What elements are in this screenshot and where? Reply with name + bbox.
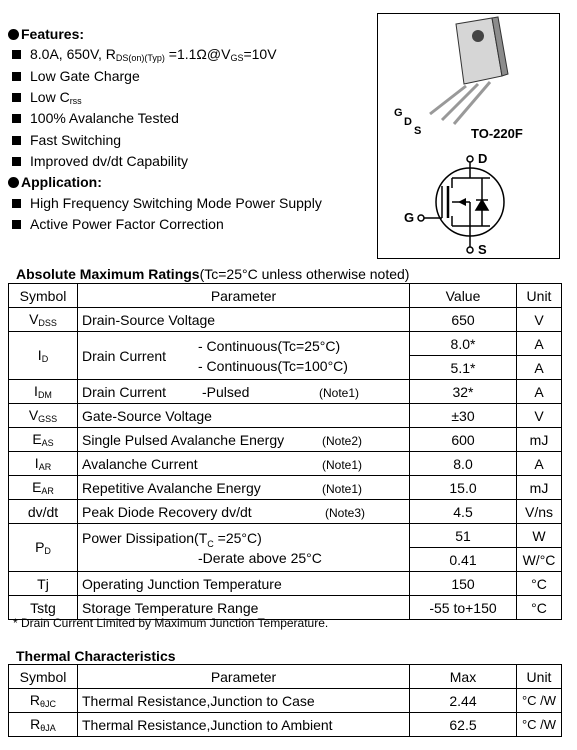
row-unit: A	[517, 452, 562, 476]
bullet-dot-icon	[8, 177, 19, 188]
table-row	[9, 713, 562, 737]
row-symbol: $I_{DM}$	[9, 380, 78, 404]
table-row	[9, 404, 562, 428]
row-unit: A	[517, 380, 562, 404]
pin-g-label: G	[394, 107, 403, 119]
symbol-gate-label: G	[404, 210, 415, 225]
row-value: 150	[410, 572, 517, 596]
row-parameter: Drain Current - Continuous(Tc=25°C) - Continuous(Tc=100°C)	[78, 332, 410, 380]
abs-max-table	[8, 283, 562, 620]
table-row	[9, 452, 562, 476]
row-parameter: Drain Current -Pulsed (Note1)	[78, 380, 410, 404]
table-header-row	[9, 665, 562, 689]
row-parameter: Operating Junction Temperature	[78, 572, 410, 596]
footnote: * Drain Current Limited by Maximum Junction Temperature.	[13, 616, 329, 630]
table-row	[9, 308, 562, 332]
table-row	[9, 689, 562, 713]
row-unit: °C /W	[517, 689, 562, 713]
row-value: 32*	[410, 380, 517, 404]
row-value: 0.41	[410, 548, 517, 572]
row-symbol: Tj	[9, 572, 78, 596]
table-row	[9, 476, 562, 500]
header-symbol: Symbol	[9, 665, 78, 689]
square-bullet-icon	[12, 157, 21, 166]
feature-item-avalanche: 100% Avalanche Tested	[12, 110, 179, 126]
row-symbol: $E_{AR}$	[9, 476, 78, 500]
row-parameter: Avalanche Current (Note1)	[78, 452, 410, 476]
table-row	[9, 332, 562, 356]
package-name: TO-220F	[471, 126, 523, 141]
table-row	[9, 428, 562, 452]
feature-item-rating: 8.0A, 650V, $R_{DS(on)(Typ)}$ $=1.1\Omega@V_{GS}=10V$	[12, 46, 277, 63]
row-unit: V/ns	[517, 500, 562, 524]
row-parameter: Gate-Source Voltage	[78, 404, 410, 428]
header-unit: Unit	[517, 665, 562, 689]
symbol-drain-label: D	[478, 151, 488, 166]
bullet-dot-icon	[8, 29, 19, 40]
thermal-title: Thermal Characteristics	[16, 648, 176, 664]
row-unit: W/°C	[517, 548, 562, 572]
row-symbol: dv/dt	[9, 500, 78, 524]
feature-item-low-crss: Low $C_{rss}$	[12, 89, 82, 106]
application-item-pfc: Active Power Factor Correction	[12, 216, 224, 232]
row-parameter: Single Pulsed Avalanche Energy (Note2)	[78, 428, 410, 452]
row-parameter: Thermal Resistance,Junction to Case	[78, 689, 410, 713]
row-value: 8.0*	[410, 332, 517, 356]
row-max: 2.44	[410, 689, 517, 713]
features-heading: Features:	[8, 26, 84, 42]
row-value: 650	[410, 308, 517, 332]
square-bullet-icon	[12, 114, 21, 123]
header-unit: Unit	[517, 284, 562, 308]
header-max: Max	[410, 665, 517, 689]
row-unit: mJ	[517, 428, 562, 452]
square-bullet-icon	[12, 136, 21, 145]
row-value: -55 to+150	[410, 596, 517, 620]
mosfet-symbol-icon	[418, 156, 504, 253]
row-symbol: $I_{AR}$	[9, 452, 78, 476]
row-value: 600	[410, 428, 517, 452]
package-drawing	[378, 14, 559, 258]
row-value: 5.1*	[410, 356, 517, 380]
table-row	[9, 380, 562, 404]
package-box	[377, 13, 560, 259]
row-unit: V	[517, 404, 562, 428]
row-symbol: $V_{DSS}$	[9, 308, 78, 332]
row-symbol: Tstg	[9, 596, 78, 620]
row-unit: mJ	[517, 476, 562, 500]
row-value: 4.5	[410, 500, 517, 524]
square-bullet-icon	[12, 199, 21, 208]
row-parameter: Thermal Resistance,Junction to Ambient	[78, 713, 410, 737]
row-symbol: $V_{GSS}$	[9, 404, 78, 428]
table-row	[9, 500, 562, 524]
row-symbol: $R_{\theta JC}$	[9, 689, 78, 713]
square-bullet-icon	[12, 72, 21, 81]
row-max: 62.5	[410, 713, 517, 737]
row-value: ±30	[410, 404, 517, 428]
header-parameter: Parameter	[78, 284, 410, 308]
row-value: 15.0	[410, 476, 517, 500]
table-header-row	[9, 284, 562, 308]
symbol-source-label: S	[478, 242, 487, 257]
application-item-smps: High Frequency Switching Mode Power Supply	[12, 195, 322, 211]
row-unit: °C	[517, 572, 562, 596]
row-parameter: Peak Diode Recovery dv/dt (Note3)	[78, 500, 410, 524]
row-value: 51	[410, 524, 517, 548]
header-parameter: Parameter	[78, 665, 410, 689]
pin-s-label: S	[414, 125, 422, 137]
square-bullet-icon	[12, 93, 21, 102]
thermal-table	[8, 664, 562, 737]
square-bullet-icon	[12, 50, 21, 59]
row-parameter: Power $Dissipation(T_C =25^\circ C)$ -Derate above 25°C	[78, 524, 410, 572]
abs-max-title: Absolute Maximum Ratings(Tc=25°C unless otherwise noted)	[16, 266, 410, 282]
row-parameter: Storage Temperature Range	[78, 596, 410, 620]
header-symbol: Symbol	[9, 284, 78, 308]
pin-d-label: D	[404, 116, 412, 128]
row-symbol: $I_D$	[9, 332, 78, 380]
row-symbol: $E_{AS}$	[9, 428, 78, 452]
row-value: 8.0	[410, 452, 517, 476]
table-row	[9, 524, 562, 548]
feature-item-fast-switching: Fast Switching	[12, 132, 121, 148]
row-unit: °C /W	[517, 713, 562, 737]
to220f-package-icon	[430, 17, 508, 124]
table-row	[9, 572, 562, 596]
application-heading: Application:	[8, 174, 102, 190]
row-unit: °C	[517, 596, 562, 620]
row-unit: A	[517, 356, 562, 380]
row-unit: A	[517, 332, 562, 356]
row-parameter: Drain-Source Voltage	[78, 308, 410, 332]
row-unit: W	[517, 524, 562, 548]
row-parameter: Repetitive Avalanche Energy (Note1)	[78, 476, 410, 500]
square-bullet-icon	[12, 220, 21, 229]
row-unit: V	[517, 308, 562, 332]
header-value: Value	[410, 284, 517, 308]
row-symbol: $P_D$	[9, 524, 78, 572]
feature-item-dvdt: Improved dv/dt Capability	[12, 153, 188, 169]
row-symbol: $R_{\theta JA}$	[9, 713, 78, 737]
feature-item-gate-charge: Low Gate Charge	[12, 68, 140, 84]
